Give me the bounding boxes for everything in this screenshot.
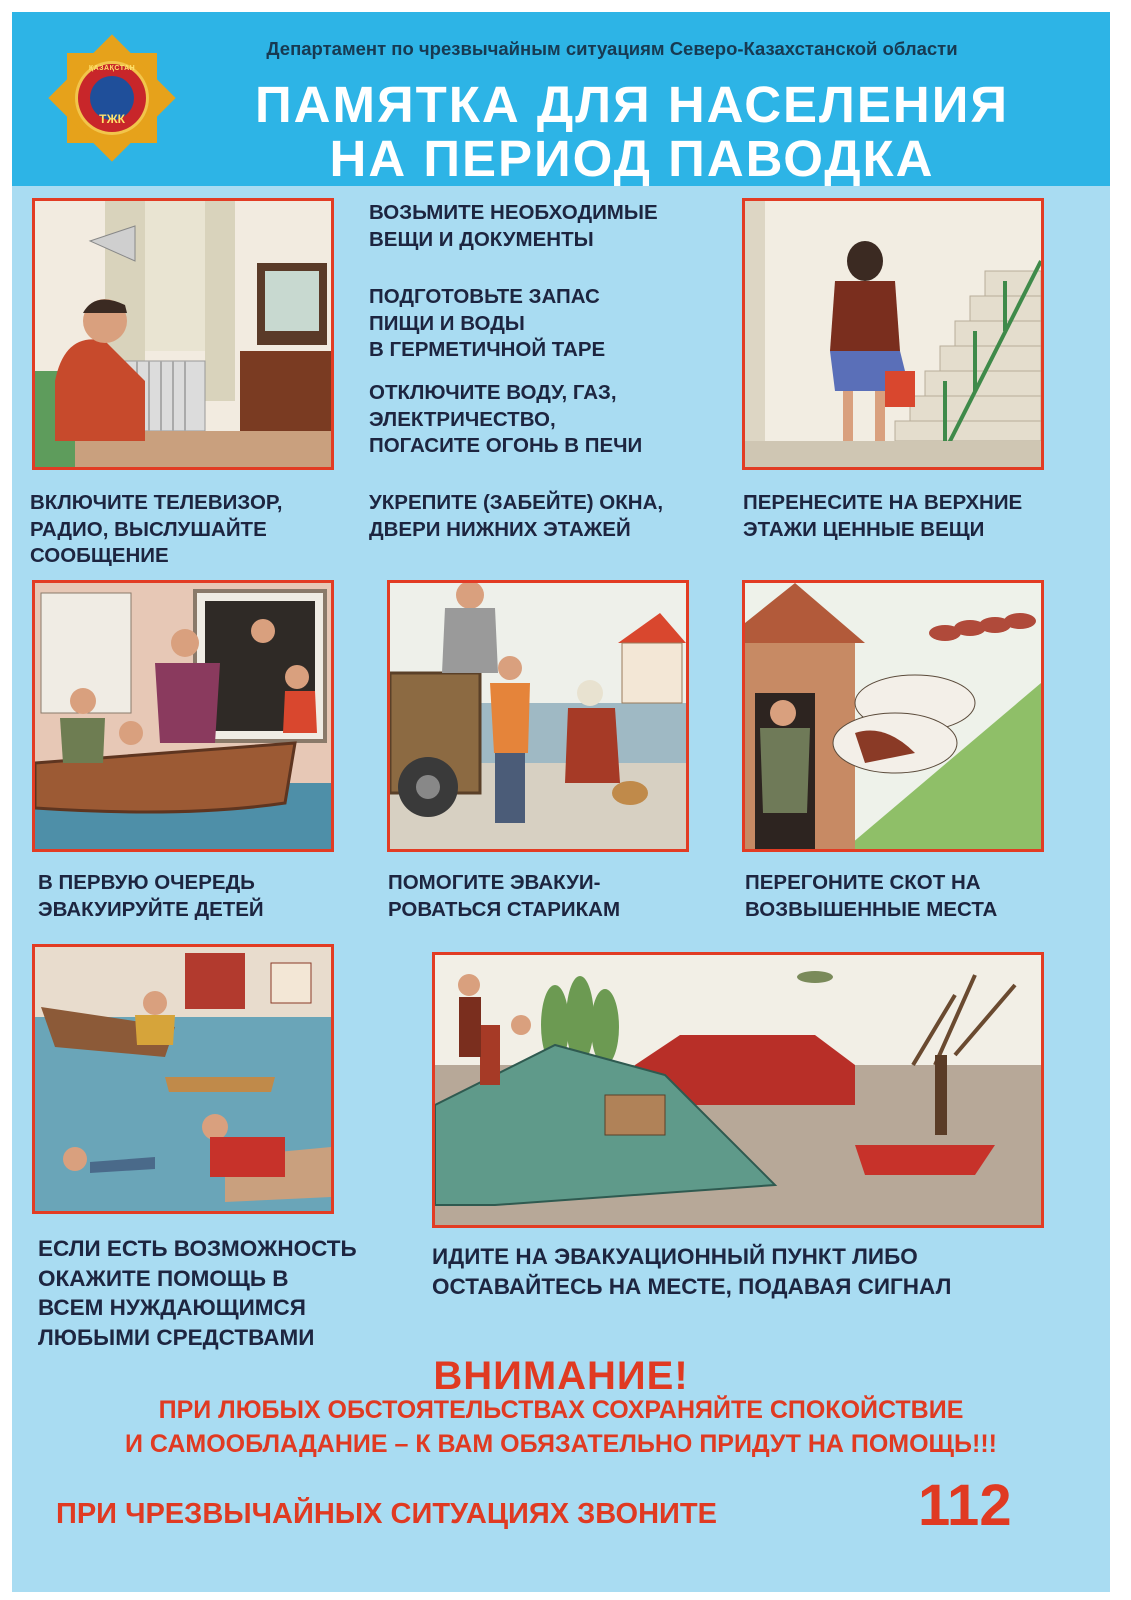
department-name: Департамент по чрезвычайным ситуациям Северо-Казахстанской области [266, 38, 958, 59]
caption-valuables: ПЕРЕНЕСИТЕ НА ВЕРХНИЕ ЭТАЖИ ЦЕННЫЕ ВЕЩИ [743, 491, 1023, 541]
caption-evacuation-point: ИДИТЕ НА ЭВАКУАЦИОННЫЙ ПУНКТ ЛИБО ОСТАВАЙТЕСЬ НА МЕСТЕ, ПОДАВАЯ СИГНАЛ [432, 1244, 952, 1299]
caption-windows: УКРЕПИТЕ (ЗАБЕЙТЕ) ОКНА, ДВЕРИ НИЖНИХ ЭТАЖЕЙ [369, 491, 664, 541]
attention-heading: ВНИМАНИЕ! [433, 1354, 689, 1398]
emergency-service-logo [58, 44, 166, 152]
caption-children: В ПЕРВУЮ ОЧЕРЕДЬ ЭВАКУИРУЙТЕ ДЕТЕЙ [38, 871, 264, 921]
emergency-number: 112 [918, 1473, 1012, 1538]
page-title-line2: НА ПЕРИОД ПАВОДКА [329, 130, 935, 187]
caption-tv-radio: ВКЛЮЧИТЕ ТЕЛЕВИЗОР, РАДИО, ВЫСЛУШАЙТЕ СООБЩЕНИЕ [30, 491, 283, 567]
poster [12, 12, 1110, 1592]
warning-line1: ПРИ ЛЮБЫХ ОБСТОЯТЕЛЬСТВАХ СОХРАНЯЙТЕ СПОКОЙСТВИЕ [158, 1396, 964, 1424]
logo-top-text: ҚАЗАҚСТАН [88, 65, 136, 72]
warning-line2: И САМООБЛАДАНИЕ – К ВАМ ОБЯЗАТЕЛЬНО ПРИДУТ НА ПОМОЩЬ!!! [125, 1430, 997, 1458]
emergency-call-text: ПРИ ЧРЕЗВЫЧАЙНЫХ СИТУАЦИЯХ ЗВОНИТЕ [56, 1498, 717, 1530]
caption-food-water: ПОДГОТОВЬТЕ ЗАПАС ПИЩИ И ВОДЫ В ГЕРМЕТИЧНОЙ ТАРЕ [369, 285, 606, 361]
caption-elderly: ПОМОГИТЕ ЭВАКУИ- РОВАТЬСЯ СТАРИКАМ [388, 871, 621, 921]
illustration-evacuate-children [32, 580, 334, 852]
illustration-tv-radio [32, 198, 334, 470]
illustration-move-valuables [742, 198, 1044, 470]
illustration-evacuation-point [432, 952, 1044, 1228]
caption-livestock: ПЕРЕГОНИТЕ СКОТ НА ВОЗВЫШЕННЫЕ МЕСТА [745, 871, 998, 921]
page-title-line1: ПАМЯТКА ДЛЯ НАСЕЛЕНИЯ [254, 76, 1010, 133]
illustration-move-livestock [742, 580, 1044, 852]
logo-text: ТЖК [99, 112, 125, 126]
caption-utilities: ОТКЛЮЧИТЕ ВОДУ, ГАЗ, ЭЛЕКТРИЧЕСТВО, ПОГАСИТЕ ОГОНЬ В ПЕЧИ [369, 381, 643, 457]
caption-take-items: ВОЗЬМИТЕ НЕОБХОДИМЫЕ ВЕЩИ И ДОКУМЕНТЫ [369, 201, 658, 251]
header-banner [12, 12, 1110, 186]
illustration-help-elderly [387, 580, 689, 852]
caption-help-others: ЕСЛИ ЕСТЬ ВОЗМОЖНОСТЬ ОКАЖИТЕ ПОМОЩЬ В ВСЕМ НУЖДАЮЩИМСЯ ЛЮБЫМИ СРЕДСТВАМИ [38, 1236, 357, 1350]
illustration-help-others [32, 944, 334, 1214]
